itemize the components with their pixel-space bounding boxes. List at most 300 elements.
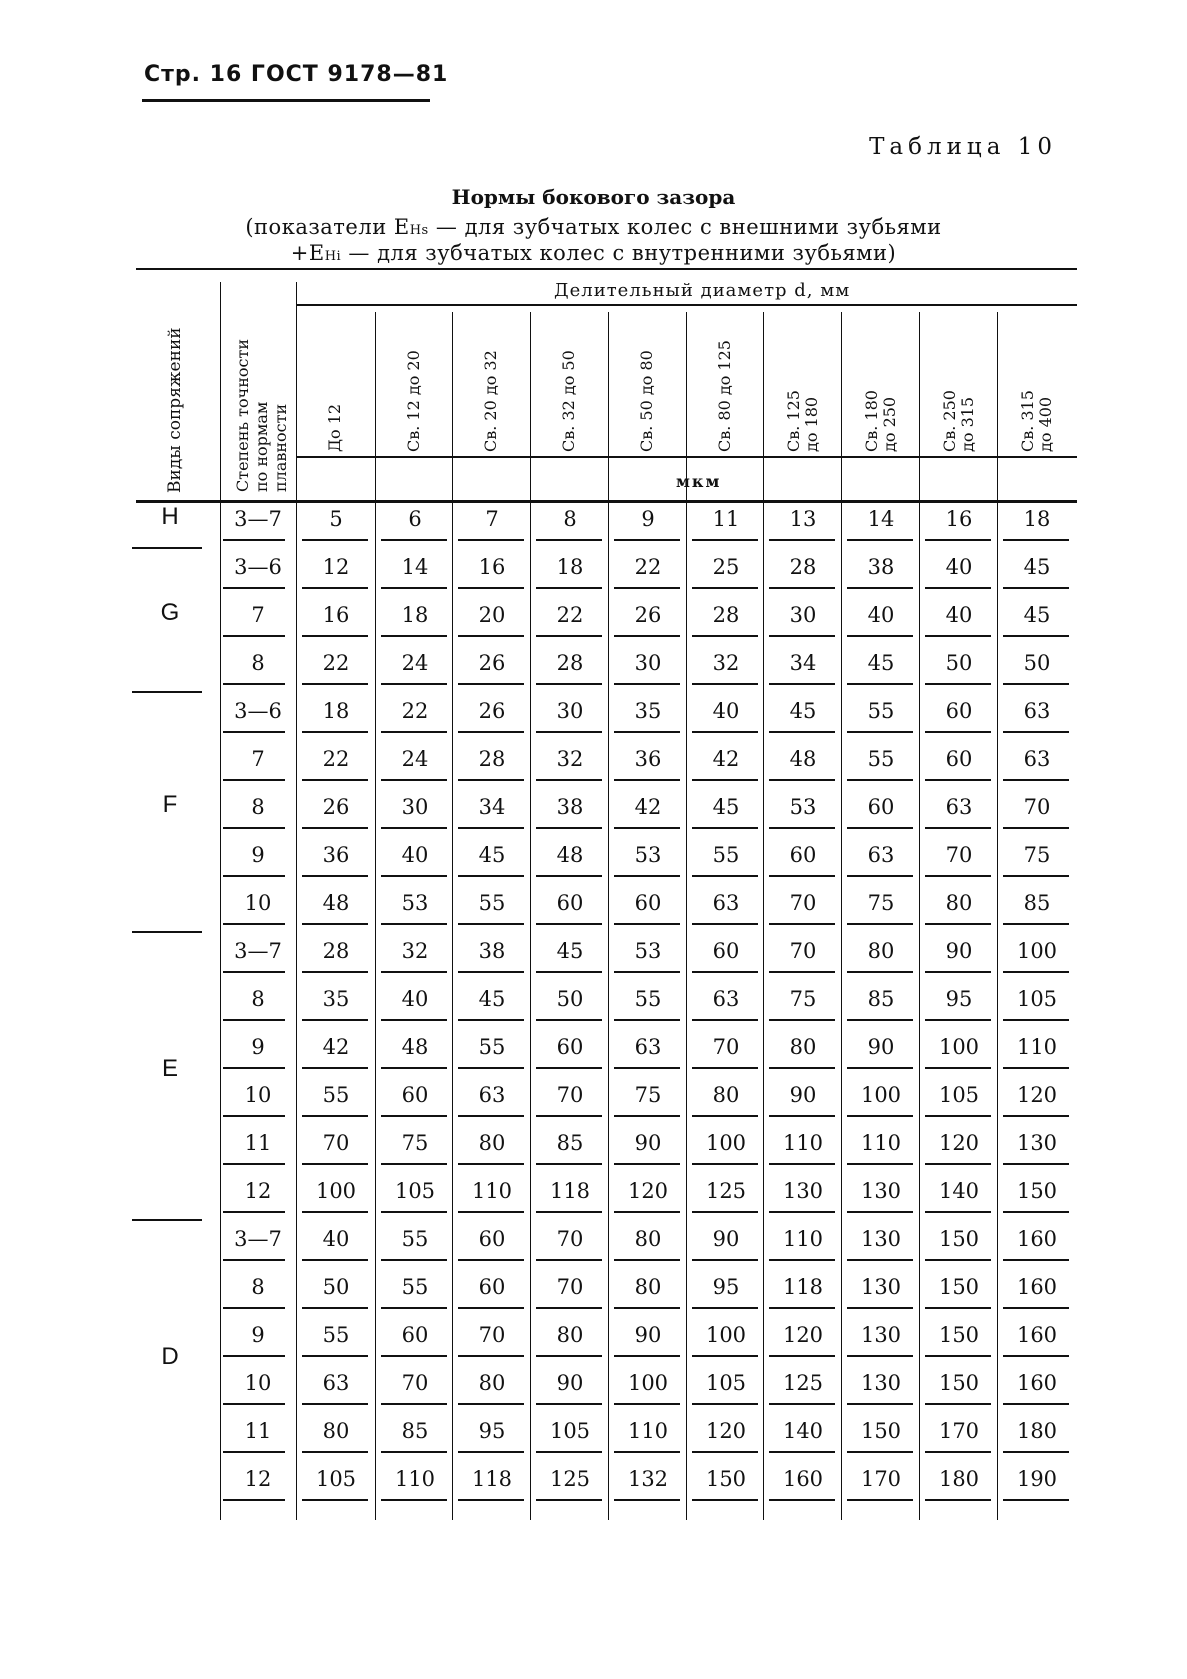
value-cell: 40	[322, 1227, 350, 1251]
value-underline	[692, 923, 758, 925]
value-cell: 80	[478, 1371, 506, 1395]
value-underline	[302, 539, 368, 541]
degree-underline	[223, 731, 285, 733]
degree-underline	[223, 1499, 285, 1501]
value-cell: 18	[322, 699, 350, 723]
degree-underline	[223, 779, 285, 781]
value-cell: 60	[867, 795, 895, 819]
table-subtitle-line-1	[0, 215, 1187, 239]
value-cell: 118	[782, 1275, 824, 1299]
value-underline	[458, 923, 524, 925]
value-cell: 45	[867, 651, 895, 675]
value-underline	[925, 875, 991, 877]
diameter-col-divider	[375, 312, 376, 1520]
value-underline	[692, 1115, 758, 1117]
value-underline	[536, 1307, 602, 1309]
value-underline	[302, 1403, 368, 1405]
value-underline	[692, 539, 758, 541]
value-underline	[769, 971, 835, 973]
value-cell: 63	[712, 987, 740, 1011]
subtitle-2-suffix: — для зубчатых колес с внутренними зубьями)	[341, 241, 897, 265]
value-cell: 110	[1016, 1035, 1058, 1059]
degree-cell: 3—7	[234, 1227, 282, 1251]
value-underline	[1003, 731, 1069, 733]
value-cell: 53	[634, 939, 662, 963]
group-label: G	[160, 599, 180, 626]
value-cell: 28	[556, 651, 584, 675]
value-underline	[692, 1259, 758, 1261]
value-underline	[536, 1211, 602, 1213]
value-cell: 22	[322, 651, 350, 675]
value-underline	[614, 1259, 680, 1261]
group-label: F	[162, 791, 178, 818]
value-cell: 100	[860, 1083, 902, 1107]
value-underline	[458, 779, 524, 781]
value-underline	[847, 1307, 913, 1309]
value-cell: 30	[556, 699, 584, 723]
value-cell: 60	[401, 1083, 429, 1107]
value-cell: 110	[782, 1131, 824, 1155]
value-cell: 28	[789, 555, 817, 579]
value-underline	[302, 1499, 368, 1501]
value-underline	[302, 1067, 368, 1069]
diameter-column-header	[716, 340, 734, 452]
value-cell: 63	[634, 1035, 662, 1059]
value-underline	[536, 1355, 602, 1357]
value-underline	[614, 923, 680, 925]
value-cell: 85	[1023, 891, 1051, 915]
value-underline	[925, 923, 991, 925]
value-underline	[536, 539, 602, 541]
value-cell: 7	[485, 507, 499, 531]
value-cell: 100	[627, 1371, 669, 1395]
value-cell: 170	[938, 1419, 980, 1443]
value-underline	[692, 635, 758, 637]
value-underline	[536, 1067, 602, 1069]
value-underline	[381, 1355, 447, 1357]
value-underline	[692, 971, 758, 973]
diameter-column-header-line: Св. 125	[784, 390, 803, 452]
value-cell: 125	[782, 1371, 824, 1395]
diameter-header-rule	[296, 304, 1077, 306]
diameter-column-header-line: до 180	[802, 396, 821, 452]
value-underline	[614, 539, 680, 541]
value-underline	[769, 1019, 835, 1021]
value-cell: 50	[945, 651, 973, 675]
value-cell: 120	[705, 1419, 747, 1443]
value-underline	[847, 971, 913, 973]
value-underline	[769, 875, 835, 877]
value-underline	[1003, 1451, 1069, 1453]
value-cell: 35	[322, 987, 350, 1011]
value-underline	[381, 635, 447, 637]
value-cell: 75	[867, 891, 895, 915]
value-cell: 8	[563, 507, 577, 531]
degree-underline	[223, 923, 285, 925]
value-underline	[1003, 875, 1069, 877]
value-underline	[302, 827, 368, 829]
value-underline	[1003, 1115, 1069, 1117]
value-underline	[692, 683, 758, 685]
value-cell: 55	[712, 843, 740, 867]
value-cell: 100	[705, 1323, 747, 1347]
value-underline	[1003, 923, 1069, 925]
value-underline	[692, 1211, 758, 1213]
value-underline	[847, 779, 913, 781]
value-cell: 22	[556, 603, 584, 627]
value-cell: 125	[705, 1179, 747, 1203]
value-cell: 100	[1016, 939, 1058, 963]
value-cell: 60	[556, 891, 584, 915]
value-cell: 63	[322, 1371, 350, 1395]
diameter-column-header	[785, 390, 821, 452]
value-underline	[536, 1403, 602, 1405]
value-cell: 85	[867, 987, 895, 1011]
value-underline	[381, 587, 447, 589]
value-underline	[381, 1403, 447, 1405]
value-underline	[458, 1019, 524, 1021]
value-cell: 90	[867, 1035, 895, 1059]
value-underline	[925, 1163, 991, 1165]
value-cell: 180	[938, 1467, 980, 1491]
value-underline	[458, 1163, 524, 1165]
value-cell: 70	[789, 939, 817, 963]
value-underline	[925, 635, 991, 637]
value-underline	[381, 731, 447, 733]
value-underline	[536, 635, 602, 637]
value-cell: 150	[860, 1419, 902, 1443]
value-cell: 150	[938, 1275, 980, 1299]
value-underline	[614, 779, 680, 781]
value-underline	[381, 1067, 447, 1069]
value-cell: 75	[1023, 843, 1051, 867]
value-cell: 95	[712, 1275, 740, 1299]
value-cell: 90	[634, 1131, 662, 1155]
diameter-column-header-line: до 400	[1036, 396, 1055, 452]
degree-underline	[223, 635, 285, 637]
value-cell: 30	[401, 795, 429, 819]
value-underline	[769, 731, 835, 733]
value-underline	[381, 779, 447, 781]
value-underline	[458, 971, 524, 973]
value-cell: 55	[401, 1275, 429, 1299]
value-cell: 60	[478, 1275, 506, 1299]
value-cell: 130	[782, 1179, 824, 1203]
value-cell: 45	[556, 939, 584, 963]
value-cell: 26	[478, 651, 506, 675]
value-underline	[692, 875, 758, 877]
value-cell: 22	[401, 699, 429, 723]
value-cell: 100	[938, 1035, 980, 1059]
value-underline	[302, 971, 368, 973]
value-cell: 105	[549, 1419, 591, 1443]
value-underline	[769, 1067, 835, 1069]
value-cell: 110	[782, 1227, 824, 1251]
value-underline	[769, 1163, 835, 1165]
value-cell: 130	[1016, 1131, 1058, 1155]
value-underline	[458, 1067, 524, 1069]
value-underline	[692, 1163, 758, 1165]
value-cell: 22	[634, 555, 662, 579]
value-cell: 90	[945, 939, 973, 963]
value-cell: 48	[322, 891, 350, 915]
value-cell: 50	[1023, 651, 1051, 675]
diameter-column-header-line: Св. 80 до 125	[715, 340, 734, 452]
degree-cell: 12	[244, 1179, 272, 1203]
degree-underline	[223, 1067, 285, 1069]
degree-cell: 10	[244, 1083, 272, 1107]
value-underline	[536, 827, 602, 829]
value-cell: 13	[789, 507, 817, 531]
value-underline	[769, 1355, 835, 1357]
value-cell: 14	[401, 555, 429, 579]
value-underline	[1003, 539, 1069, 541]
value-underline	[925, 1499, 991, 1501]
value-cell: 160	[1016, 1371, 1058, 1395]
value-cell: 150	[938, 1371, 980, 1395]
value-cell: 80	[712, 1083, 740, 1107]
value-cell: 16	[945, 507, 973, 531]
value-cell: 16	[478, 555, 506, 579]
degree-cell: 3—6	[234, 699, 282, 723]
degree-cell: 3—7	[234, 507, 282, 531]
value-underline	[381, 923, 447, 925]
value-underline	[302, 923, 368, 925]
value-cell: 70	[556, 1227, 584, 1251]
value-cell: 130	[860, 1323, 902, 1347]
value-cell: 20	[478, 603, 506, 627]
value-cell: 75	[789, 987, 817, 1011]
value-cell: 18	[401, 603, 429, 627]
value-cell: 75	[634, 1083, 662, 1107]
page-header: Стр. 16 ГОСТ 9178—81	[144, 62, 449, 87]
value-underline	[614, 1163, 680, 1165]
value-underline	[692, 731, 758, 733]
degree-col-divider	[296, 282, 297, 1520]
value-cell: 40	[712, 699, 740, 723]
value-underline	[614, 1115, 680, 1117]
value-underline	[458, 1403, 524, 1405]
value-cell: 55	[867, 747, 895, 771]
value-cell: 130	[860, 1371, 902, 1395]
value-cell: 32	[556, 747, 584, 771]
diameter-col-divider	[530, 312, 531, 1520]
value-underline	[302, 1163, 368, 1165]
diameter-col-divider	[452, 312, 453, 1520]
value-cell: 63	[1023, 699, 1051, 723]
value-underline	[381, 1163, 447, 1165]
value-underline	[925, 1355, 991, 1357]
value-underline	[692, 827, 758, 829]
value-cell: 55	[401, 1227, 429, 1251]
value-cell: 90	[712, 1227, 740, 1251]
value-cell: 105	[705, 1371, 747, 1395]
value-cell: 34	[789, 651, 817, 675]
value-cell: 60	[634, 891, 662, 915]
value-cell: 70	[1023, 795, 1051, 819]
value-underline	[769, 1307, 835, 1309]
value-underline	[692, 779, 758, 781]
value-cell: 38	[867, 555, 895, 579]
value-underline	[1003, 1019, 1069, 1021]
value-underline	[769, 779, 835, 781]
value-cell: 45	[1023, 603, 1051, 627]
value-cell: 150	[938, 1323, 980, 1347]
value-cell: 90	[634, 1323, 662, 1347]
value-cell: 36	[322, 843, 350, 867]
value-cell: 14	[867, 507, 895, 531]
value-underline	[769, 1403, 835, 1405]
value-underline	[302, 1259, 368, 1261]
value-cell: 55	[634, 987, 662, 1011]
value-underline	[769, 1259, 835, 1261]
diameter-col-divider	[686, 312, 687, 1520]
value-cell: 63	[945, 795, 973, 819]
value-cell: 95	[478, 1419, 506, 1443]
value-underline	[1003, 1403, 1069, 1405]
col-degree-header-line: по нормам	[252, 401, 271, 492]
header-rule	[142, 99, 430, 102]
value-cell: 63	[867, 843, 895, 867]
value-cell: 70	[401, 1371, 429, 1395]
value-underline	[1003, 635, 1069, 637]
value-underline	[847, 1259, 913, 1261]
value-cell: 11	[712, 507, 740, 531]
value-cell: 55	[322, 1083, 350, 1107]
value-underline	[458, 635, 524, 637]
value-underline	[536, 1163, 602, 1165]
value-underline	[692, 1019, 758, 1021]
degree-underline	[223, 1019, 285, 1021]
value-cell: 63	[1023, 747, 1051, 771]
value-cell: 28	[322, 939, 350, 963]
value-cell: 38	[556, 795, 584, 819]
value-underline	[614, 1211, 680, 1213]
value-cell: 16	[322, 603, 350, 627]
value-cell: 110	[394, 1467, 436, 1491]
value-cell: 50	[322, 1275, 350, 1299]
value-underline	[769, 1451, 835, 1453]
diameter-column-header-line: Св. 180	[862, 390, 881, 452]
value-cell: 170	[860, 1467, 902, 1491]
diameter-col-divider	[841, 312, 842, 1520]
degree-underline	[223, 1115, 285, 1117]
value-underline	[458, 1499, 524, 1501]
value-underline	[458, 1307, 524, 1309]
value-cell: 18	[1023, 507, 1051, 531]
degree-underline	[223, 1307, 285, 1309]
value-underline	[458, 1259, 524, 1261]
subtitle-2-prefix: +E	[290, 241, 325, 265]
value-cell: 70	[712, 1035, 740, 1059]
value-cell: 90	[789, 1083, 817, 1107]
value-cell: 132	[627, 1467, 669, 1491]
value-underline	[614, 1451, 680, 1453]
value-underline	[847, 731, 913, 733]
degree-cell: 3—7	[234, 939, 282, 963]
value-underline	[692, 1403, 758, 1405]
value-underline	[302, 1211, 368, 1213]
degree-underline	[223, 1451, 285, 1453]
value-cell: 60	[789, 843, 817, 867]
value-underline	[769, 923, 835, 925]
value-underline	[925, 1307, 991, 1309]
value-underline	[536, 587, 602, 589]
value-underline	[381, 827, 447, 829]
value-underline	[1003, 1355, 1069, 1357]
diameter-column-header-line: Св. 20 до 32	[481, 350, 500, 452]
value-cell: 100	[315, 1179, 357, 1203]
value-cell: 180	[1016, 1419, 1058, 1443]
value-underline	[769, 635, 835, 637]
degree-cell: 8	[251, 987, 265, 1011]
value-cell: 25	[712, 555, 740, 579]
value-underline	[925, 1451, 991, 1453]
value-underline	[458, 731, 524, 733]
value-cell: 35	[634, 699, 662, 723]
value-underline	[769, 1211, 835, 1213]
value-underline	[692, 1355, 758, 1357]
value-cell: 42	[712, 747, 740, 771]
value-cell: 38	[478, 939, 506, 963]
col-group-header: Виды сопряжений	[165, 327, 185, 493]
degree-underline	[223, 1211, 285, 1213]
value-underline	[381, 1451, 447, 1453]
value-cell: 9	[641, 507, 655, 531]
value-cell: 75	[401, 1131, 429, 1155]
diameter-column-header-line: Св. 315	[1018, 390, 1037, 452]
value-underline	[692, 1307, 758, 1309]
value-cell: 70	[945, 843, 973, 867]
degree-underline	[223, 1259, 285, 1261]
value-underline	[847, 1451, 913, 1453]
value-underline	[302, 1355, 368, 1357]
value-underline	[847, 1403, 913, 1405]
degree-cell: 10	[244, 1371, 272, 1395]
diameter-column-header	[638, 350, 656, 452]
value-underline	[302, 1307, 368, 1309]
diameter-column-header	[941, 390, 977, 452]
diameter-column-header-line: до 315	[958, 396, 977, 452]
value-underline	[1003, 779, 1069, 781]
value-underline	[302, 587, 368, 589]
value-underline	[614, 1307, 680, 1309]
value-underline	[458, 1451, 524, 1453]
value-underline	[925, 587, 991, 589]
value-cell: 55	[322, 1323, 350, 1347]
value-underline	[692, 1451, 758, 1453]
value-underline	[614, 587, 680, 589]
value-cell: 45	[478, 987, 506, 1011]
value-underline	[925, 1115, 991, 1117]
value-underline	[847, 827, 913, 829]
value-cell: 95	[945, 987, 973, 1011]
value-underline	[381, 971, 447, 973]
value-underline	[925, 779, 991, 781]
value-cell: 70	[556, 1083, 584, 1107]
value-underline	[458, 875, 524, 877]
value-underline	[769, 1499, 835, 1501]
table-top-rule	[136, 268, 1077, 270]
value-cell: 24	[401, 651, 429, 675]
value-cell: 55	[867, 699, 895, 723]
diameter-header: Делительный диаметр d, мм	[554, 280, 851, 301]
value-cell: 110	[627, 1419, 669, 1443]
diameter-column-header	[863, 390, 899, 452]
units-label: мкм	[676, 472, 722, 491]
value-cell: 120	[782, 1323, 824, 1347]
value-underline	[925, 971, 991, 973]
